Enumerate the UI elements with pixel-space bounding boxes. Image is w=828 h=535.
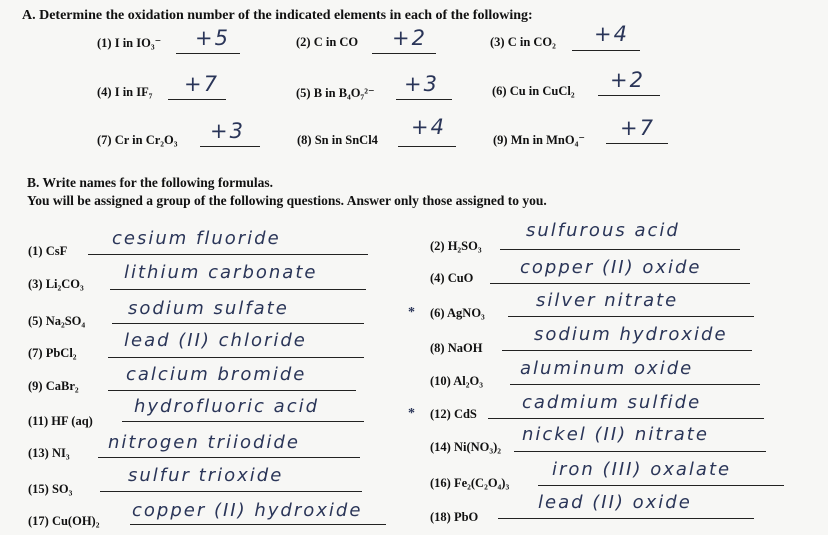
a-question-7: (7) Cr in Cr₂O₃	[97, 133, 178, 147]
a-answer-9: +7	[620, 116, 655, 140]
b-answer-line-9	[108, 390, 356, 391]
b-question-7: (7) PbCl₂	[28, 346, 77, 360]
b-answer-6: silver nitrate	[536, 290, 679, 311]
b-answer-line-3	[110, 289, 366, 290]
section-a-heading: A. Determine the oxidation number of the indicated elements in each of the following:	[22, 8, 533, 23]
b-answer-line-12	[488, 418, 764, 419]
a-answer-line-7	[200, 146, 260, 147]
b-answer-1: cesium fluoride	[112, 228, 281, 249]
b-answer-line-6	[508, 316, 754, 317]
b-answer-line-4	[490, 283, 750, 284]
a-answer-line-3	[572, 50, 640, 51]
b-question-12: (12) CdS	[430, 407, 477, 421]
a-question-5: (5) B in B₄O₇²⁻	[296, 86, 375, 100]
b-answer-line-8	[502, 350, 752, 351]
b-answer-line-2	[500, 249, 740, 250]
b-answer-14: nickel (II) nitrate	[522, 424, 709, 445]
a-question-3: (3) C in CO₂	[490, 35, 556, 49]
b-question-2: (2) H₂SO₃	[430, 239, 482, 253]
a-answer-1: +5	[195, 26, 230, 50]
b-answer-8: sodium hydroxide	[534, 324, 728, 345]
a-question-6: (6) Cu in CuCl₂	[492, 84, 575, 98]
b-question-9: (9) CaBr₂	[28, 379, 79, 393]
a-answer-line-2	[372, 53, 436, 54]
b-answer-line-7	[108, 357, 364, 358]
assigned-star-mark-12: *	[408, 406, 415, 421]
a-question-9: (9) Mn in MnO₄⁻	[493, 133, 585, 147]
b-question-1: (1) CsF	[28, 244, 68, 258]
section-b-subheading: You will be assigned a group of the following questions. Answer only those assigned to you.	[27, 193, 547, 208]
b-answer-12: cadmium sulfide	[522, 392, 702, 413]
a-question-2: (2) C in CO	[296, 35, 359, 49]
b-question-5: (5) Na₂SO₄	[28, 314, 86, 328]
b-answer-9: calcium bromide	[126, 364, 307, 385]
b-answer-line-17	[130, 524, 386, 525]
b-answer-line-10	[510, 384, 760, 385]
b-question-4: (4) CuO	[430, 271, 474, 285]
b-answer-line-13	[98, 457, 360, 458]
b-answer-16: iron (III) oxalate	[552, 459, 732, 480]
a-answer-8: +4	[411, 115, 446, 139]
b-question-15: (15) SO₃	[28, 482, 73, 496]
b-answer-line-1	[88, 254, 368, 255]
b-answer-4: copper (II) oxide	[520, 257, 702, 278]
b-question-16: (16) Fe₂(C₂O₄)₃	[430, 476, 510, 490]
assigned-star-mark-6: *	[408, 305, 415, 320]
a-answer-line-4	[168, 99, 226, 100]
b-answer-11: hydrofluoric acid	[134, 396, 320, 417]
b-answer-line-11	[122, 421, 364, 422]
b-answer-line-16	[538, 485, 784, 486]
a-answer-4: +7	[184, 72, 219, 96]
b-question-14: (14) Ni(NO₃)₂	[430, 440, 502, 454]
a-answer-line-5	[396, 99, 452, 100]
a-answer-3: +4	[594, 22, 629, 46]
b-answer-15: sulfur trioxide	[128, 465, 284, 486]
b-question-6: (6) AgNO₃	[430, 306, 485, 320]
a-answer-line-9	[606, 143, 668, 144]
b-answer-13: nitrogen triiodide	[108, 432, 300, 453]
b-question-3: (3) Li₂CO₃	[28, 277, 84, 291]
b-answer-3: lithium carbonate	[124, 262, 318, 283]
b-question-18: (18) PbO	[430, 510, 479, 524]
a-answer-2: +2	[392, 26, 427, 50]
b-question-17: (17) Cu(OH)₂	[28, 514, 100, 528]
a-question-1: (1) I in IO₃⁻	[97, 36, 162, 50]
b-answer-2: sulfurous acid	[526, 220, 680, 241]
a-question-8: (8) Sn in SnCl4	[297, 133, 378, 147]
b-answer-line-14	[514, 451, 766, 452]
a-answer-7: +3	[210, 119, 245, 143]
b-answer-7: lead (II) chloride	[124, 330, 307, 351]
b-answer-line-15	[100, 491, 362, 492]
b-answer-10: aluminum oxide	[520, 358, 694, 379]
a-answer-line-6	[598, 95, 660, 96]
b-answer-5: sodium sulfate	[128, 298, 289, 319]
b-answer-line-5	[112, 323, 364, 324]
b-question-10: (10) Al₂O₃	[430, 374, 483, 388]
a-question-4: (4) I in IF₇	[97, 85, 153, 99]
a-answer-5: +3	[404, 72, 439, 96]
section-b-heading: B. Write names for the following formulas.	[27, 175, 273, 190]
a-answer-line-1	[176, 53, 240, 54]
b-question-11: (11) HF (aq)	[28, 414, 93, 428]
a-answer-6: +2	[610, 68, 645, 92]
b-answer-line-18	[498, 518, 754, 519]
a-answer-line-8	[398, 146, 456, 147]
b-question-13: (13) NI₃	[28, 446, 70, 460]
b-answer-18: lead (II) oxide	[538, 492, 692, 513]
b-answer-17: copper (II) hydroxide	[132, 500, 363, 521]
b-question-8: (8) NaOH	[430, 341, 483, 355]
